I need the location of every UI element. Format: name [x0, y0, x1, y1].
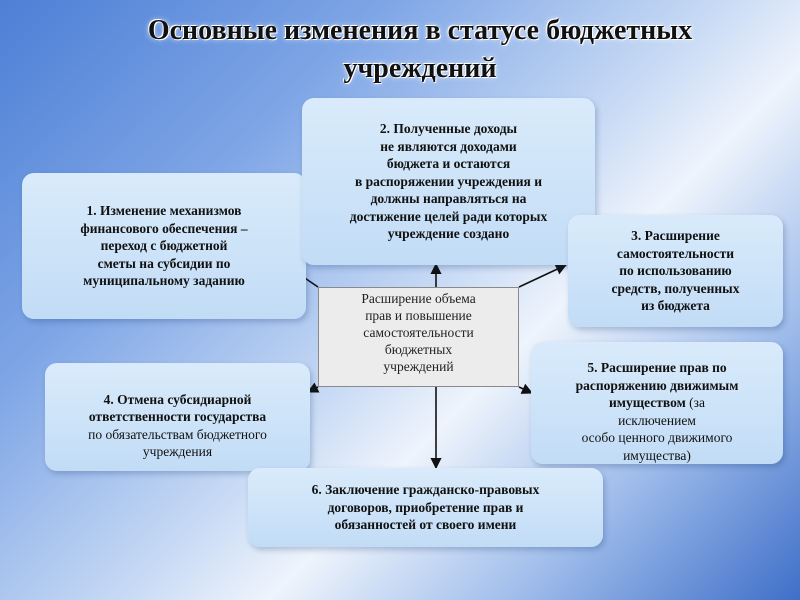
box-4-text	[88, 373, 267, 461]
box-2-text: 2. Полученные доходы не являются доходами бюджета и остаются в распоряжении учреждения и должны направляться на достижение целей ради которых учреждение создано	[349, 121, 548, 242]
slide-title: Основные изменения в статусе бюджетных учреждений	[147, 15, 693, 84]
box-5-text-bold: 5. Расширение прав по распоряжению движимым имуществом	[575, 360, 739, 411]
box-6-civil-contracts	[248, 468, 603, 547]
box-5-movable-property	[531, 342, 783, 464]
box-1-funding-mechanisms	[22, 173, 306, 319]
arrow-to-box-3	[519, 265, 566, 287]
box-5-text	[576, 342, 739, 465]
box-5-text-regular: (за исключением особо ценного движимого имущества)	[581, 395, 733, 463]
center-box: Расширение объема прав и повышение самостоятельности бюджетных учреждений	[318, 287, 519, 387]
box-3-text: 3. Расширение самостоятельности по использованию средств, полученных из бюджета	[611, 228, 740, 314]
box-4-text-regular: по обязательствам бюджетного учреждения	[88, 426, 267, 460]
box-3-independence	[568, 215, 783, 327]
box-4-subsidiary-liability	[45, 363, 310, 471]
box-6-text: 6. Заключение гражданско-правовых договоров, приобретение прав и обязанностей от своего имени	[311, 482, 540, 533]
box-2-received-income	[302, 98, 595, 265]
box-4-text-bold: 4. Отмена субсидиарной ответственности государства	[88, 391, 267, 425]
box-1-text: 1. Изменение механизмов финансового обеспечения – переход с бюджетной сметы на субсидии по муниципальному заданию	[80, 203, 248, 289]
